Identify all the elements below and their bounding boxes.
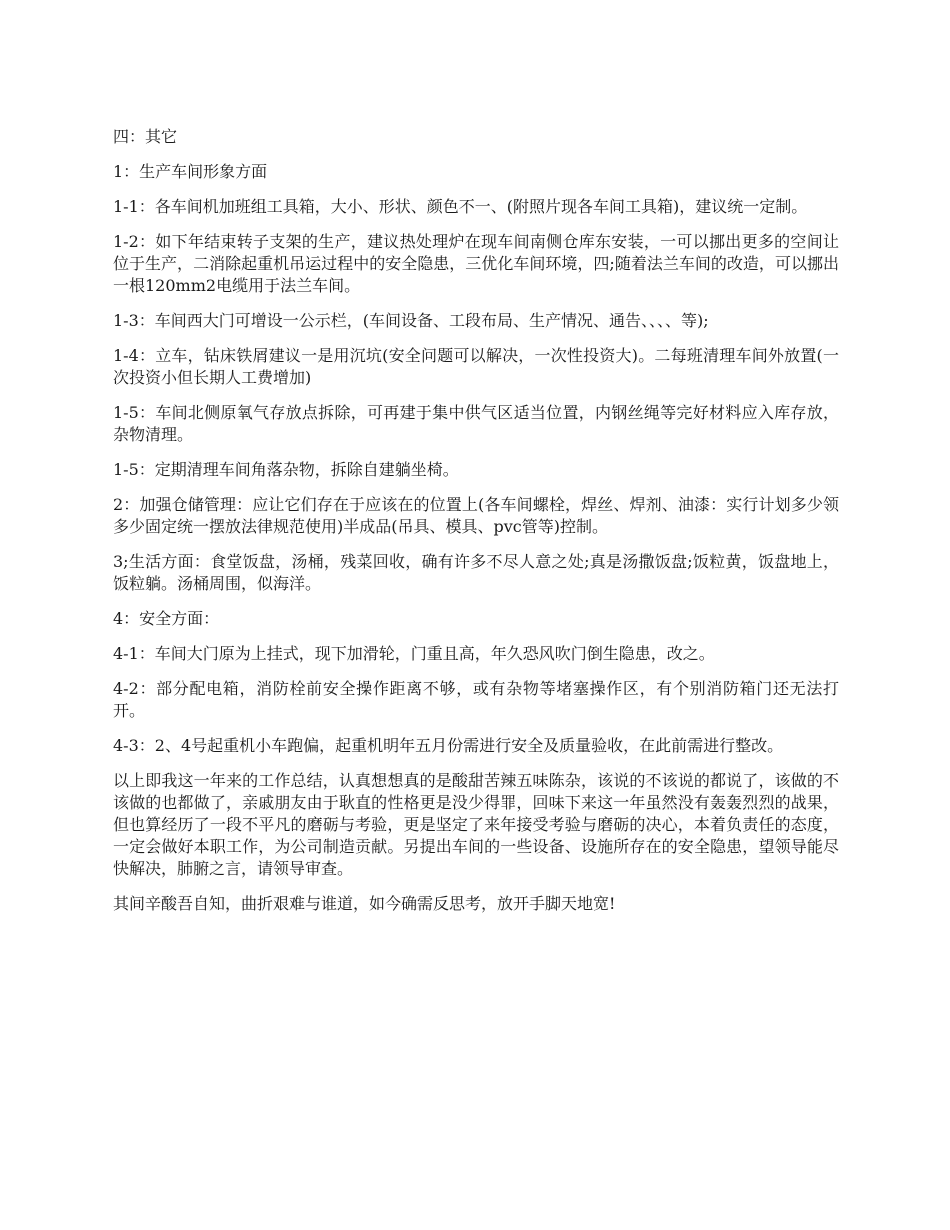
item-1-5a: 1-5：车间北侧原氧气存放点拆除，可再建于集中供气区适当位置，内钢丝绳等完好材料应入库存放，杂物清理。 [113, 403, 839, 444]
item-1-2: 1-2：如下年结束转子支架的生产，建议热处理炉在现车间南侧仓库东安装，一可以挪出更多的空间让位于生产，二消除起重机吊运过程中的安全隐患，三优化车间环境，四;随着法兰车间的改造，可以挪出一根120mm2电缆用于法兰车间。 [113, 232, 839, 295]
document-body [113, 126, 839, 928]
item-1-3: 1-3：车间西大门可增设一公示栏，(车间设备、工段布局、生产情况、通告、、、、等); [113, 311, 709, 330]
item-2-warehouse: 2：加强仓储管理：应让它们存在于应该在的位置上(各车间螺栓，焊丝、焊剂、油漆：实行计划多少领多少固定统一摆放法律规范使用)半成品(吊具、模具、pvc管等)控制。 [113, 495, 839, 536]
subsection-heading-workshop-image: 1：生产车间形象方面 [113, 162, 268, 181]
item-1-4: 1-4：立车，钻床铁屑建议一是用沉坑(安全问题可以解决，一次性投资大)。二每班清理车间外放置(一次投资小但长期人工费增加) [113, 346, 839, 387]
item-1-1: 1-1：各车间机加班组工具箱，大小、形状、颜色不一、(附照片现各车间工具箱)，建议统一定制。 [113, 197, 808, 216]
closing-verse: 其间辛酸吾自知，曲折艰难与谁道，如今确需反思考，放开手脚天地宽! [113, 894, 616, 913]
summary-paragraph: 以上即我这一年来的工作总结，认真想想真的是酸甜苦辣五味陈杂，该说的不该说的都说了，该做的不该做的也都做了，亲戚朋友由于耿直的性格更是没少得罪，回味下来这一年虽然没有轰轰烈烈的战果，但也算经历了一段不平凡的磨砺与考验，更是坚定了来年接受考验与磨砺的决心，本着负责任的态度，一定会做好本职工作，为公司制造贡献。另提出车间的一些设备、设施所存在的安全隐患，望领导能尽快解决，肺腑之言，请领导审查。 [113, 771, 839, 878]
item-4-1: 4-1：车间大门原为上挂式，现下加滑轮，门重且高，年久恐风吹门倒生隐患，改之。 [113, 644, 715, 663]
item-3-living: 3;生活方面：食堂饭盘，汤桶，残菜回收，确有许多不尽人意之处;真是汤撒饭盘;饭粒黄，饭盘地上，饭粒躺。汤桶周围，似海洋。 [113, 552, 839, 593]
item-4-3: 4-3：2、4号起重机小车跑偏，起重机明年五月份需进行安全及质量验收，在此前需进行整改。 [113, 736, 784, 755]
item-1-5b: 1-5：定期清理车间角落杂物，拆除自建躺坐椅。 [113, 460, 459, 479]
item-4-2: 4-2：部分配电箱，消防栓前安全操作距离不够，或有杂物等堵塞操作区，有个别消防箱门还无法打开。 [113, 679, 839, 720]
subsection-heading-safety: 4：安全方面： [113, 609, 220, 628]
section-heading-other: 四：其它 [113, 127, 178, 146]
